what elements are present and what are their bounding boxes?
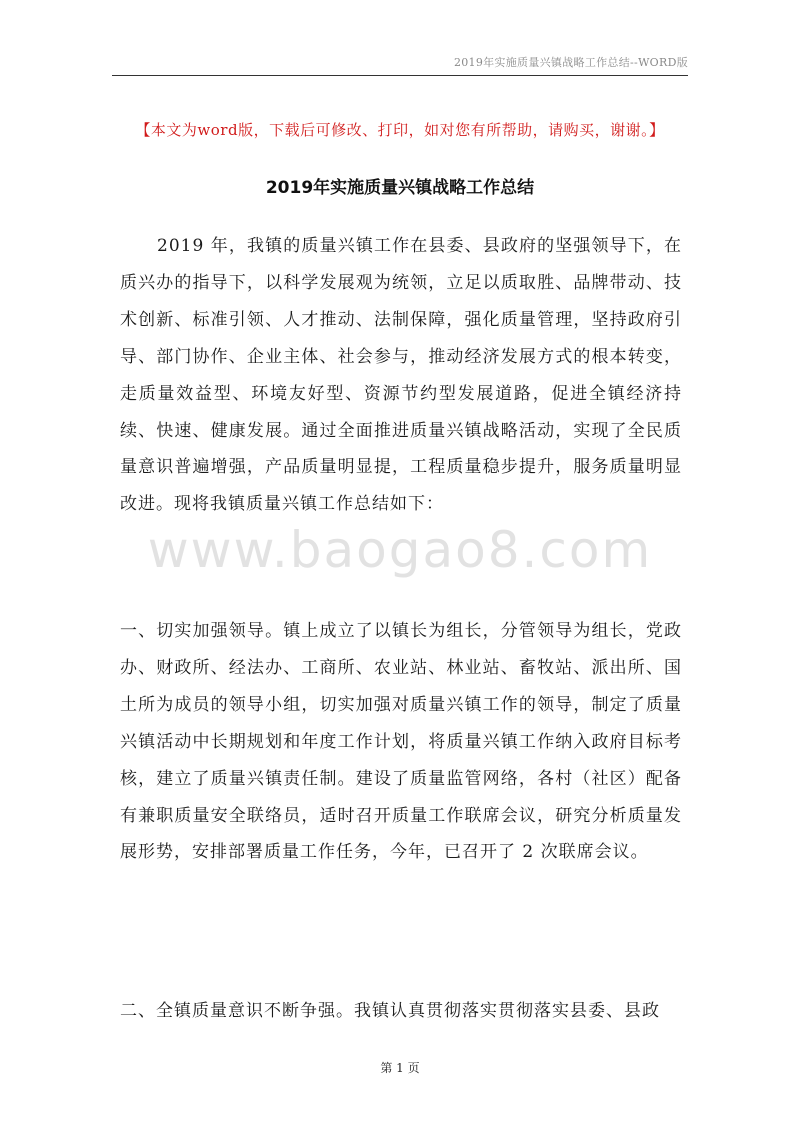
document-title: 2019年实施质量兴镇战略工作总结 xyxy=(265,178,535,198)
body-paragraph-intro: 2019 年，我镇的质量兴镇工作在县委、县政府的坚强领导下，在质兴办的指导下，以科学发展观为统领，立足以质取胜、品牌带动、技术创新、标准引领、人才推动、法制保障，强化质量管理，坚持政府引导、部门协作、企业主体、社会参与，推动经济发展方式的根本转变，走质量效益型、环境友好型、资源节约型发展道路，促进全镇经济持续、快速、健康发展。通过全面推进质量兴镇战略活动，实现了全民质量意识普遍增强，产品质量明显提，工程质量稳步提升，服务质量明显改进。现将我镇质量兴镇工作总结如下： xyxy=(120,236,682,515)
running-header: 2019年实施质量兴镇战略工作总结--WORD版 xyxy=(453,56,688,69)
body-paragraph-leadership: 一、切实加强领导。镇上成立了以镇长为组长，分管领导为组长，党政办、财政所、经法办、工商所、农业站、林业站、畜牧站、派出所、国土所为成员的领导小组，切实加强对质量兴镇工作的领导，制定了质量兴镇活动中长期规划和年度工作计划，将质量兴镇工作纳入政府目标考核，建立了质量兴镇责任制。建设了质量监管网络，各村（社区）配备有兼职质量安全联络员，适时召开质量工作联席会议，研究分析质量发展形势，安排部署质量工作任务，今年，已召开了 2 次联席会议。 xyxy=(120,621,682,863)
page-number: 第 1 页 xyxy=(380,1061,420,1075)
watermark-text: www.baogao8.com xyxy=(147,521,653,579)
header-divider xyxy=(112,75,688,76)
body-paragraph-awareness: 二、全镇质量意识不断争强。我镇认真贯彻落实贯彻落实县委、县政 xyxy=(120,1001,660,1021)
purchase-notice: 【本文为word版，下载后可修改、打印，如对您有所帮助，请购买，谢谢。】 xyxy=(135,121,665,139)
